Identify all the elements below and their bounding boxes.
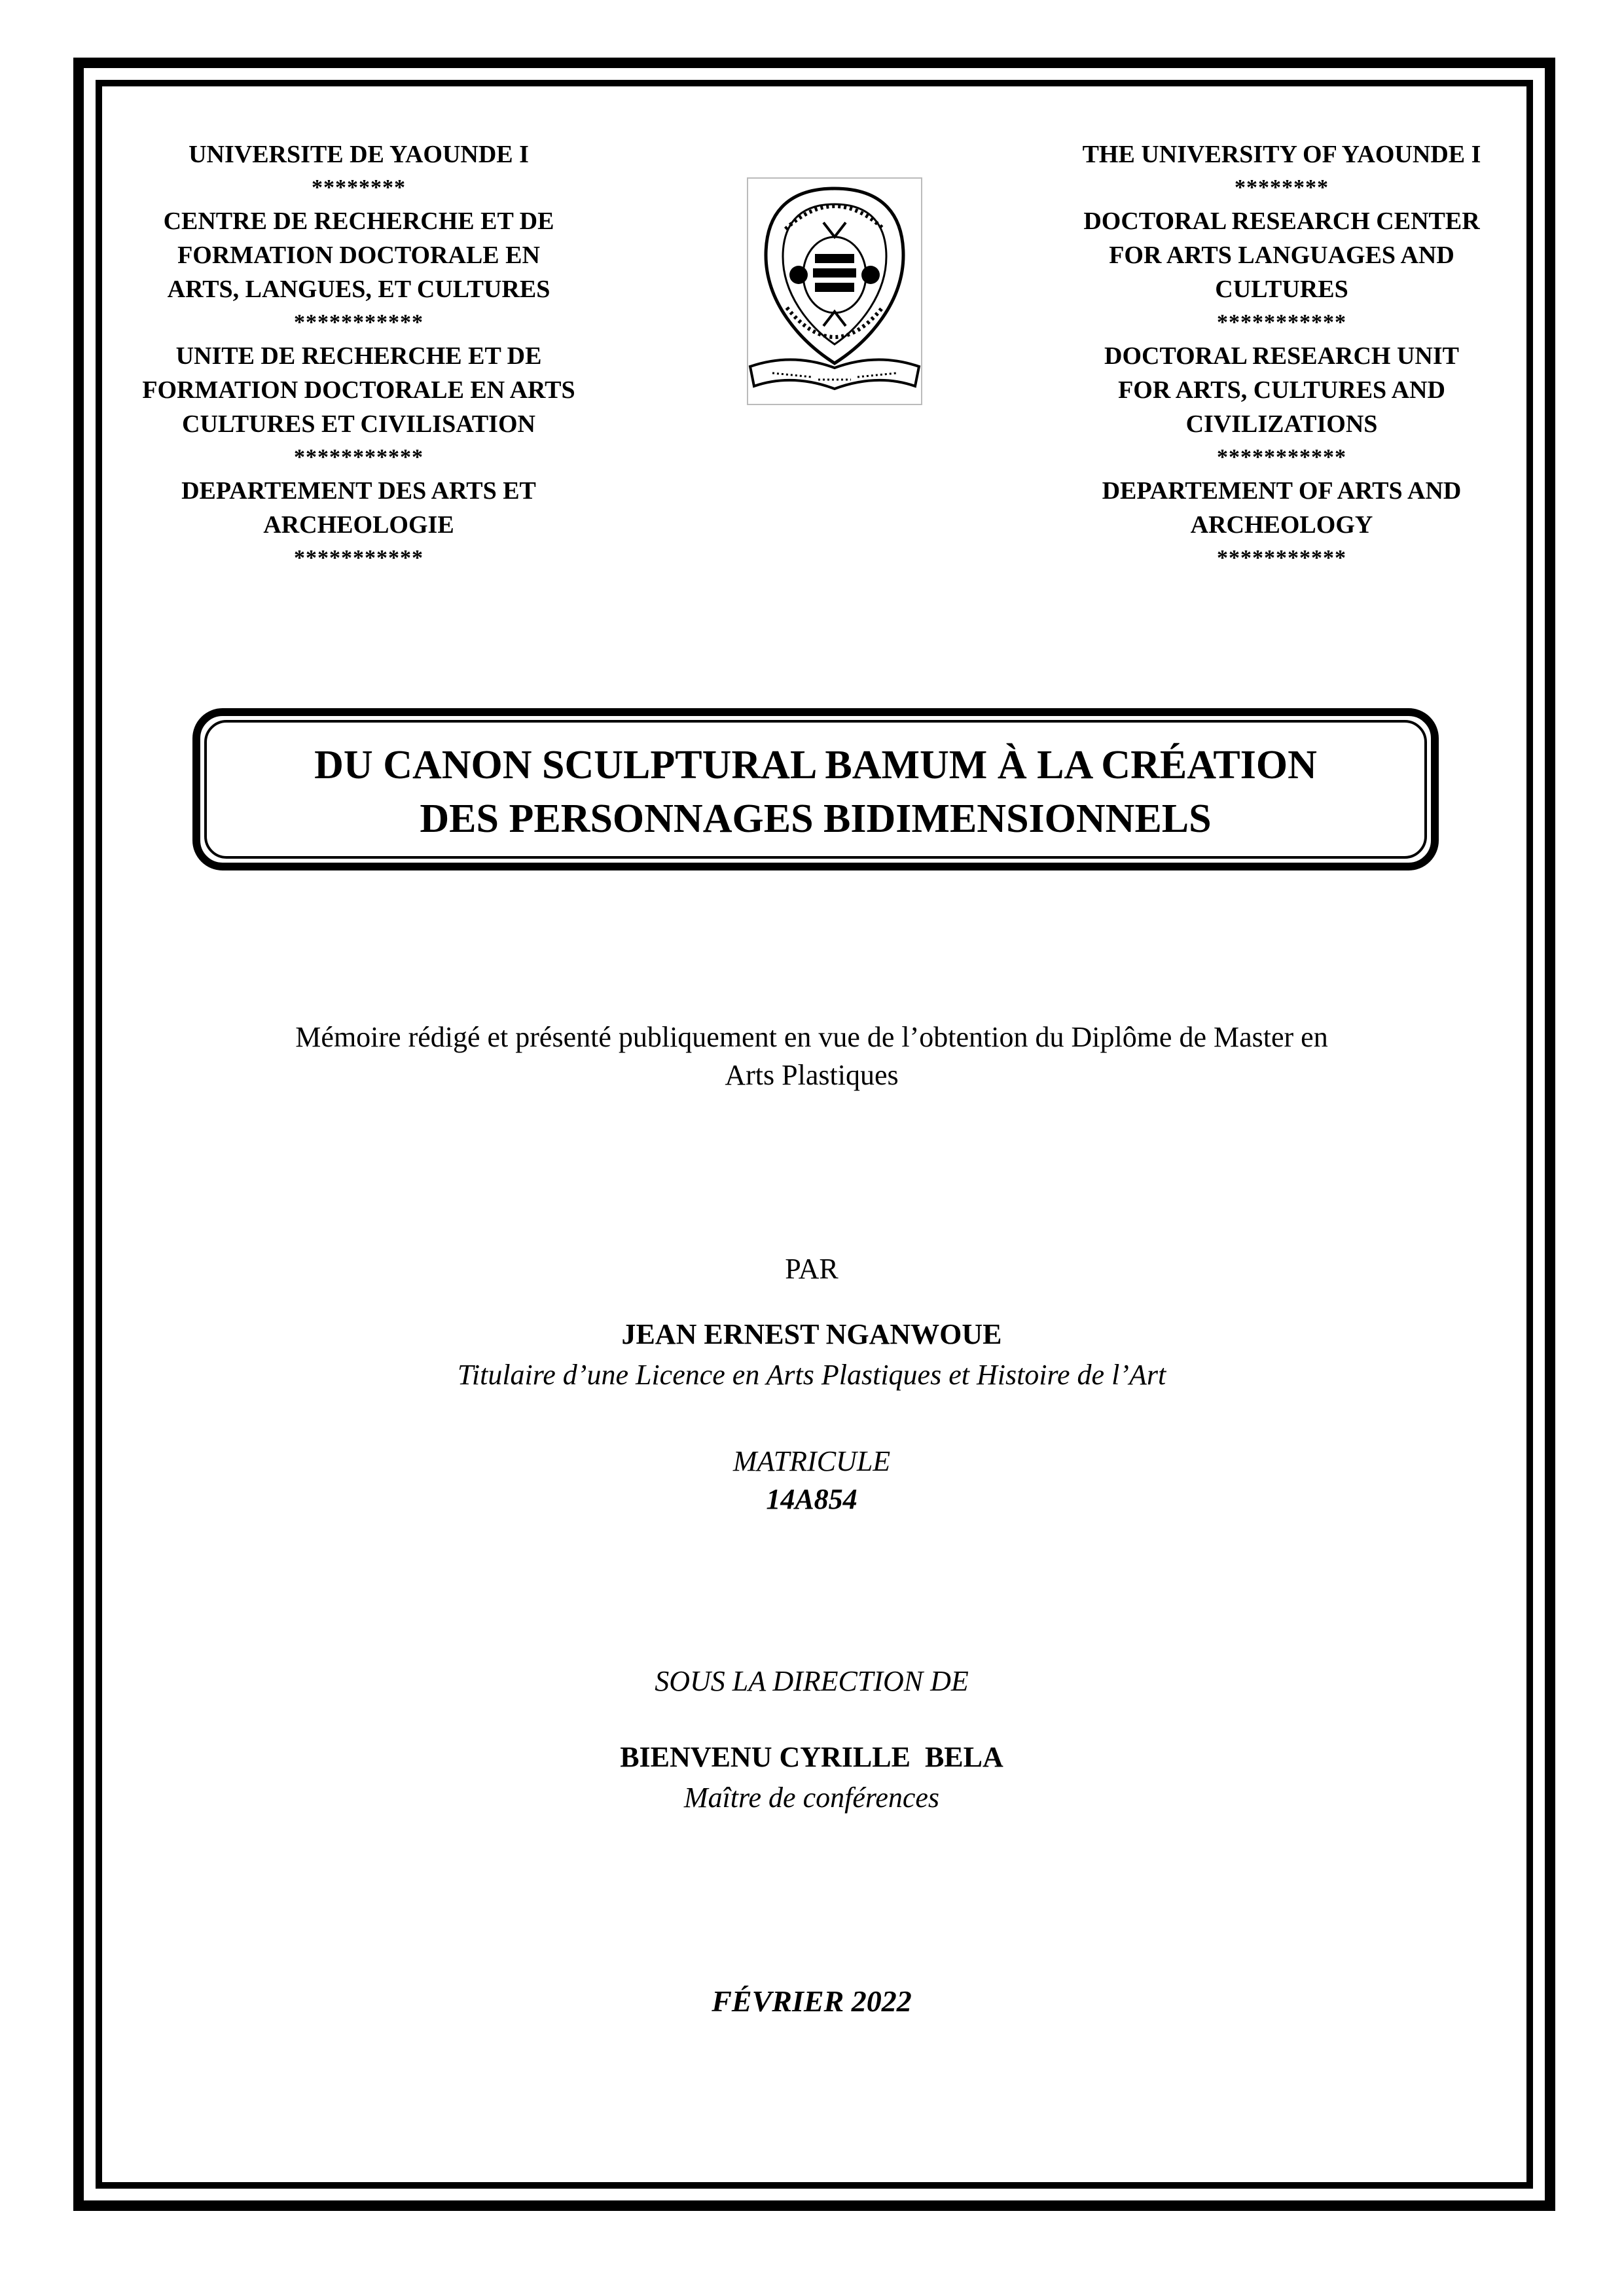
department-line: ARCHEOLOGY	[1190, 511, 1373, 539]
submission-date: FÉVRIER 2022	[712, 1984, 912, 2018]
separator: ***********	[1217, 546, 1346, 570]
thesis-subtitle	[196, 1018, 1427, 1094]
separator: ***********	[1217, 445, 1346, 469]
research-center-line: FOR ARTS LANGUAGES AND	[1109, 242, 1454, 269]
author-name: JEAN ERNEST NGANWOUE	[621, 1318, 1002, 1350]
research-center-line: ARTS, LANGUES, ET CULTURES	[167, 276, 550, 303]
supervisor-name: BIENVENU CYRILLE BELA	[620, 1741, 1003, 1773]
department-line: ARCHEOLOGIE	[263, 511, 454, 539]
header-right-column	[1013, 137, 1550, 575]
author-credential: Titulaire d’une Licence en Arts Plastiques et Histoire de l’Art	[457, 1359, 1166, 1391]
research-unit-line: DOCTORAL RESEARCH UNIT	[1104, 342, 1459, 370]
thesis-title	[216, 738, 1415, 846]
department-line: DEPARTEMENT DES ARTS ET	[181, 477, 536, 505]
research-unit-line: FOR ARTS, CULTURES AND	[1118, 376, 1445, 404]
thesis-title-line: DU CANON SCULPTURAL BAMUM À LA CRÉATION	[314, 743, 1317, 787]
separator: ********	[312, 175, 406, 200]
department-line: DEPARTEMENT OF ARTS AND	[1102, 477, 1462, 505]
separator: ***********	[1217, 310, 1346, 334]
separator: ********	[1235, 175, 1329, 200]
by-label: PAR	[785, 1253, 839, 1285]
research-unit-line: CULTURES ET CIVILISATION	[182, 410, 535, 438]
matricule-label: MATRICULE	[732, 1445, 891, 1477]
supervisor-title: Maître de conférences	[683, 1782, 940, 1814]
direction-label: SOUS LA DIRECTION DE	[655, 1665, 969, 1697]
matricule-value: 14A854	[766, 1483, 857, 1515]
thesis-title-line: DES PERSONNAGES BIDIMENSIONNELS	[420, 797, 1212, 841]
university-name-fr: UNIVERSITE DE YAOUNDE I	[189, 141, 529, 168]
separator: ***********	[294, 445, 424, 469]
university-seal-icon	[746, 177, 923, 406]
research-center-line: FORMATION DOCTORALE EN	[177, 242, 540, 269]
research-unit-line: FORMATION DOCTORALE EN ARTS	[142, 376, 575, 404]
separator: ***********	[294, 310, 424, 334]
research-center-line: CULTURES	[1215, 276, 1348, 303]
subtitle-line: Mémoire rédigé et présenté publiquement en vue de l’obtention du Diplôme de Master en	[295, 1021, 1328, 1053]
header-left-column	[90, 137, 627, 575]
subtitle-line: Arts Plastiques	[725, 1059, 899, 1091]
research-center-line: DOCTORAL RESEARCH CENTER	[1083, 207, 1480, 235]
university-name-en: THE UNIVERSITY OF YAOUNDE I	[1082, 141, 1481, 168]
research-unit-line: CIVILIZATIONS	[1185, 410, 1378, 438]
research-center-line: CENTRE DE RECHERCHE ET DE	[163, 207, 554, 235]
research-unit-line: UNITE DE RECHERCHE ET DE	[175, 342, 542, 370]
separator: ***********	[294, 546, 424, 570]
